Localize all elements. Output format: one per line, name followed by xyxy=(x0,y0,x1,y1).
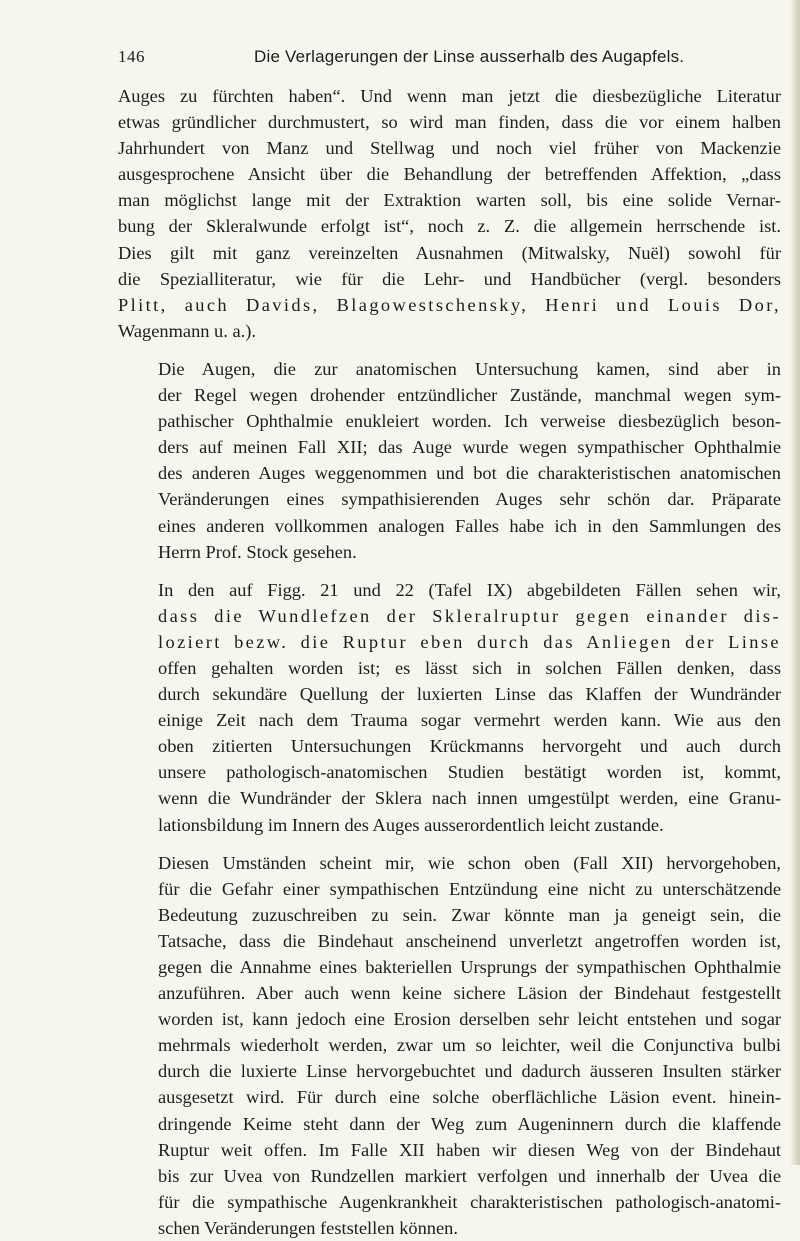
text-line: gegen die Annahme eines bakteriellen Ursprungs der sympathischen Ophthalmie xyxy=(158,957,781,977)
text-line: Diesen Umständen scheint mir, wie schon oben (Fall XII) hervorgehoben, xyxy=(158,852,781,873)
text-line: etwas gründlicher durchmustert, so wird man finden, dass die vor einem halben xyxy=(118,112,781,133)
text-line: durch die luxierte Linse hervorgebuchtet und dadurch äusseren Insulten stärker xyxy=(158,1061,781,1082)
paragraph xyxy=(118,356,781,565)
text-line: einige Zeit nach dem Trauma sogar vermehrt werden kann. Wie aus den xyxy=(158,710,781,731)
text-line: dringende Keime steht dann der Weg zum Augeninnern durch die klaffende xyxy=(158,1113,781,1134)
text-line: des anderen Auges weggenommen und bot die charakteristischen anatomischen xyxy=(158,463,781,484)
body-text xyxy=(118,83,781,1241)
page-number: 146 xyxy=(118,47,145,66)
text-line: eines anderen vollkommen analogen Falles habe ich in den Sammlungen des xyxy=(158,515,781,536)
text-line: anzuführen. Aber auch wenn keine sichere Läsion der Bindehaut festgestellt xyxy=(158,983,781,1004)
text-line: lationsbildung im Innern des Auges ausserordentlich leicht zustande. xyxy=(158,814,664,835)
text-line: Ruptur weit offen. Im Falle XII haben wir diesen Weg von der Bindehaut xyxy=(158,1139,781,1160)
text-line: Auges zu fürchten haben“. Und wenn man jetzt die diesbezügliche Literatur xyxy=(118,86,781,106)
text-line: Bedeutung zuzuschreiben zu sein. Zwar könnte man ja geneigt sein, die xyxy=(158,904,781,925)
text-line: man möglichst lange mit der Extraktion warten soll, bis eine solide Vernar- xyxy=(118,190,781,211)
text-line: Wagenmann u. a.). xyxy=(118,320,256,341)
text-line: wenn die Wundränder der Sklera nach innen umgestülpt werden, eine Granu- xyxy=(158,788,781,809)
text-line: Herrn Prof. Stock gesehen. xyxy=(158,541,357,562)
running-head-title: Die Verlagerungen der Linse ausserhalb des Augapfels. xyxy=(254,47,685,66)
text-line: Veränderungen eines sympathisierenden Auges sehr schön dar. Präparate xyxy=(158,489,781,510)
text-line: für die sympathische Augenkrankheit charakteristischen pathologisch-anatomi- xyxy=(158,1191,781,1212)
text-line: Die Augen, die zur anatomischen Untersuchung kamen, sind aber in xyxy=(158,358,781,379)
text-line: dass die Wundlefzen der Skleralruptur gegen einander dis- xyxy=(158,605,781,626)
text-line: durch sekundäre Quellung der luxierten Linse das Klaffen der Wundränder xyxy=(158,684,781,705)
text-line: Dies gilt mit ganz vereinzelten Ausnahmen (Mitwalsky, Nuël) sowohl für xyxy=(118,242,781,263)
text-line: der Regel wegen drohender entzündlicher Zustände, manchmal wegen sym- xyxy=(158,385,781,406)
text-line: Plitt, auch Davids, Blagowestschensky, Henri und Louis Dor, xyxy=(118,294,781,315)
text-line: bis zur Uvea von Rundzellen markiert verfolgen und innerhalb der Uvea die xyxy=(158,1165,781,1186)
text-line: In den auf Figg. 21 und 22 (Tafel IX) abgebildeten Fällen sehen wir, xyxy=(158,579,781,600)
paragraph xyxy=(118,83,781,344)
text-line: oben zitierten Untersuchungen Krückmanns hervorgeht und auch durch xyxy=(158,736,781,757)
paragraph xyxy=(118,850,781,1241)
text-line: Jahrhundert von Manz und Stellwag und noch viel früher von Mackenzie xyxy=(118,138,781,159)
page-edge-shadow xyxy=(790,0,800,1165)
text-line: Tatsache, dass die Bindehaut anscheinend unverletzt angetroffen worden ist, xyxy=(158,930,781,951)
text-line: unsere pathologisch-anatomischen Studien bestätigt worden ist, kommt, xyxy=(158,762,781,783)
text-line: ausgesprochene Ansicht über die Behandlung der betreffenden Affektion, „dass xyxy=(118,164,781,185)
text-line: bung der Skleralwunde erfolgt ist“, noch z. Z. die allgemein herrschende ist. xyxy=(118,216,781,237)
text-line: ausgesetzt wird. Für durch eine solche oberflächliche Läsion event. hinein- xyxy=(158,1087,781,1108)
running-head xyxy=(118,47,781,69)
text-line: für die Gefahr einer sympathischen Entzündung eine nicht zu unterschätzende xyxy=(158,878,781,899)
text-line: worden ist, kann jedoch eine Erosion derselben sehr leicht entstehen und sogar xyxy=(158,1009,781,1030)
text-line: offen gehalten worden ist; es lässt sich in solchen Fällen denken, dass xyxy=(158,657,781,678)
text-line: loziert bezw. die Ruptur eben durch das Anliegen der Linse xyxy=(158,631,781,652)
text-line: die Spezialliteratur, wie für die Lehr- und Handbücher (vergl. besonders xyxy=(118,268,781,289)
paragraph xyxy=(118,577,781,838)
text-line: schen Veränderungen feststellen können. xyxy=(158,1217,458,1238)
text-line: ders auf meinen Fall XII; das Auge wurde wegen sympathischer Ophthalmie xyxy=(158,437,781,458)
text-line: pathischer Ophthalmie enukleiert worden. Ich verweise diesbezüglich beson- xyxy=(158,411,781,432)
text-line: mehrmals wiederholt werden, zwar um so leichter, weil die Conjunctiva bulbi xyxy=(158,1035,781,1056)
